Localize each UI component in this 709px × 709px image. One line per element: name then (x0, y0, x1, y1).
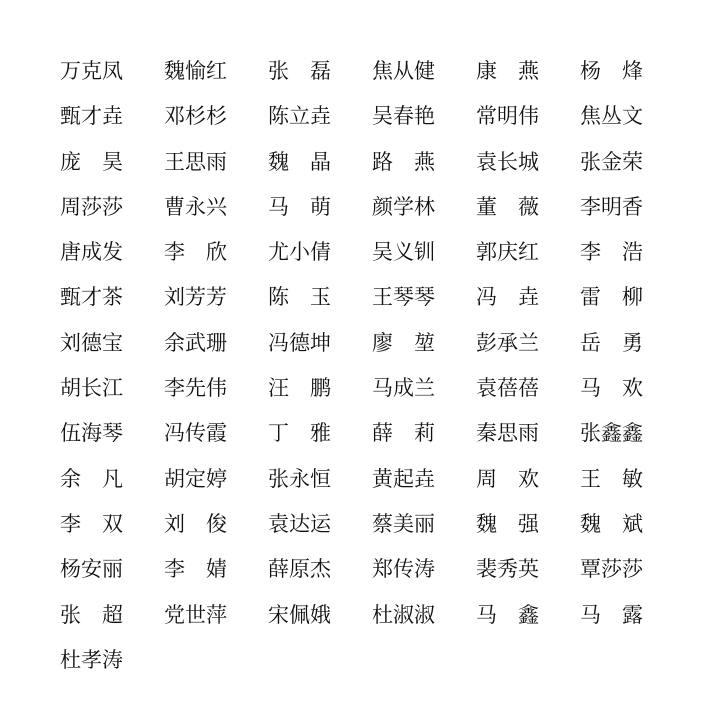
name-entry: 杜孝涛 (60, 647, 123, 672)
name-entry: 刘芳芳 (164, 285, 227, 310)
name-entry: 张金荣 (580, 149, 643, 174)
name-entry: 常明伟 (476, 104, 539, 129)
name-entry: 雷 柳 (580, 285, 643, 310)
name-entry: 黄起垚 (372, 466, 435, 491)
name-entry: 董 薇 (476, 194, 539, 219)
name-entry: 廖 堃 (372, 330, 435, 355)
name-entry: 颜学林 (372, 194, 435, 219)
name-entry: 杨安丽 (60, 557, 123, 582)
name-entry: 丁 雅 (268, 421, 331, 446)
name-entry: 王 敏 (580, 466, 643, 491)
name-entry: 余 凡 (60, 466, 123, 491)
name-entry: 马 鑫 (476, 602, 539, 627)
name-entry: 李 双 (60, 511, 123, 536)
name-entry: 杨 烽 (580, 59, 643, 83)
name-entry: 刘德宝 (60, 330, 123, 355)
name-entry: 宋佩娥 (268, 602, 331, 627)
name-entry: 党世萍 (164, 602, 227, 627)
name-entry: 冯德坤 (268, 330, 331, 355)
name-entry: 郑传涛 (372, 557, 435, 582)
name-entry: 万克凤 (60, 59, 123, 83)
name-entry: 马 欢 (580, 376, 643, 401)
name-entry: 冯 垚 (476, 285, 539, 310)
name-entry: 马成兰 (372, 376, 435, 401)
name-entry: 陈立垚 (268, 104, 331, 129)
name-entry: 马 萌 (268, 194, 331, 219)
name-entry: 甄才垚 (60, 104, 123, 129)
name-entry: 李明香 (580, 194, 643, 219)
name-entry: 庞 昊 (60, 149, 123, 174)
name-entry: 焦丛文 (580, 104, 643, 129)
name-entry: 裴秀英 (476, 557, 539, 582)
name-entry: 王思雨 (164, 149, 227, 174)
name-entry: 张永恒 (268, 466, 331, 491)
name-entry: 李先伟 (164, 376, 227, 401)
name-entry: 魏 晶 (268, 149, 331, 174)
name-entry: 吴义钏 (372, 240, 435, 265)
name-entry: 尤小倩 (268, 240, 331, 265)
name-entry: 焦从健 (372, 59, 435, 83)
name-entry: 马 露 (580, 602, 643, 627)
name-entry: 张 磊 (268, 59, 331, 83)
name-entry: 唐成发 (60, 240, 123, 265)
name-entry: 刘 俊 (164, 511, 227, 536)
name-entry: 冯传霞 (164, 421, 227, 446)
name-entry: 胡长江 (60, 376, 123, 401)
name-entry: 伍海琴 (60, 421, 123, 446)
name-entry: 甄才茶 (60, 285, 123, 310)
name-entry: 薛原杰 (268, 557, 331, 582)
name-entry: 邓杉杉 (164, 104, 227, 129)
name-entry: 曹永兴 (164, 194, 227, 219)
name-entry: 杜淑淑 (372, 602, 435, 627)
name-entry: 秦思雨 (476, 421, 539, 446)
name-entry: 余武珊 (164, 330, 227, 355)
name-entry: 郭庆红 (476, 240, 539, 265)
name-entry: 李 婧 (164, 557, 227, 582)
name-entry: 蔡美丽 (372, 511, 435, 536)
name-entry: 袁长城 (476, 149, 539, 174)
name-entry: 路 燕 (372, 149, 435, 174)
name-entry: 李 浩 (580, 240, 643, 265)
name-entry: 张鑫鑫 (580, 421, 643, 446)
name-entry: 周莎莎 (60, 194, 123, 219)
name-entry: 陈 玉 (268, 285, 331, 310)
name-entry: 王琴琴 (372, 285, 435, 310)
name-entry: 张 超 (60, 602, 123, 627)
name-entry: 袁蓓蓓 (476, 376, 539, 401)
name-entry: 李 欣 (164, 240, 227, 265)
name-entry: 汪 鹏 (268, 376, 331, 401)
name-roster-grid (60, 49, 684, 683)
name-entry: 魏 强 (476, 511, 539, 536)
name-entry: 周 欢 (476, 466, 539, 491)
name-entry: 覃莎莎 (580, 557, 643, 582)
name-entry: 岳 勇 (580, 330, 643, 355)
name-entry: 魏愉红 (164, 59, 227, 83)
name-entry: 袁达运 (268, 511, 331, 536)
name-entry: 魏 斌 (580, 511, 643, 536)
name-entry: 彭承兰 (476, 330, 539, 355)
name-entry: 吴春艳 (372, 104, 435, 129)
name-entry: 康 燕 (476, 59, 539, 83)
name-entry: 胡定婷 (164, 466, 227, 491)
name-entry: 薛 莉 (372, 421, 435, 446)
